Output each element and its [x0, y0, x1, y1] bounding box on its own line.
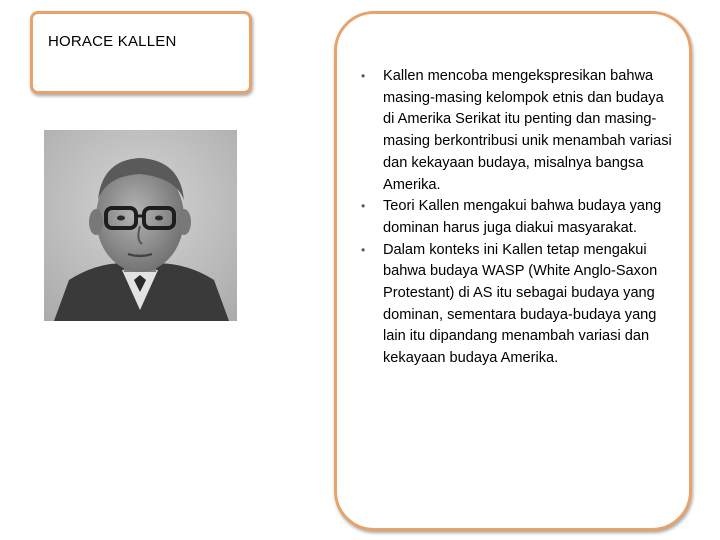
- bullet-dot-icon: •: [361, 242, 366, 257]
- bullet-text: Kallen mencoba mengekspresikan bahwa masing-masing kelompok etnis dan budaya di Amerika Serikat itu penting dan masing-masing berkontribusi unik menambah variasi dan kekayaan budaya, misalnya bangsa Amerika.: [383, 68, 672, 193]
- bullet-text: Dalam konteks ini Kallen tetap mengakui bahwa budaya WASP (White Anglo-Saxon Protestant) di AS itu sebagai budaya yang dominan, sementara budaya-budaya yang lain itu dipandang menambah variasi dan kekayaan budaya Amerika.: [383, 241, 658, 367]
- title-box: [30, 11, 252, 94]
- bullet-dot-icon: •: [361, 199, 366, 214]
- bullet-item: [356, 66, 676, 196]
- portrait-illustration: [44, 130, 237, 321]
- bullet-item: [356, 240, 676, 370]
- bullet-text: Teori Kallen mengakui bahwa budaya yang dominan harus juga diakui masyarakat.: [383, 198, 662, 236]
- bullet-list: [356, 66, 676, 370]
- portrait-photo: [44, 130, 237, 321]
- bullet-dot-icon: •: [361, 69, 366, 83]
- bullet-item: [356, 196, 676, 239]
- slide-title: HORACE KALLEN: [48, 33, 177, 50]
